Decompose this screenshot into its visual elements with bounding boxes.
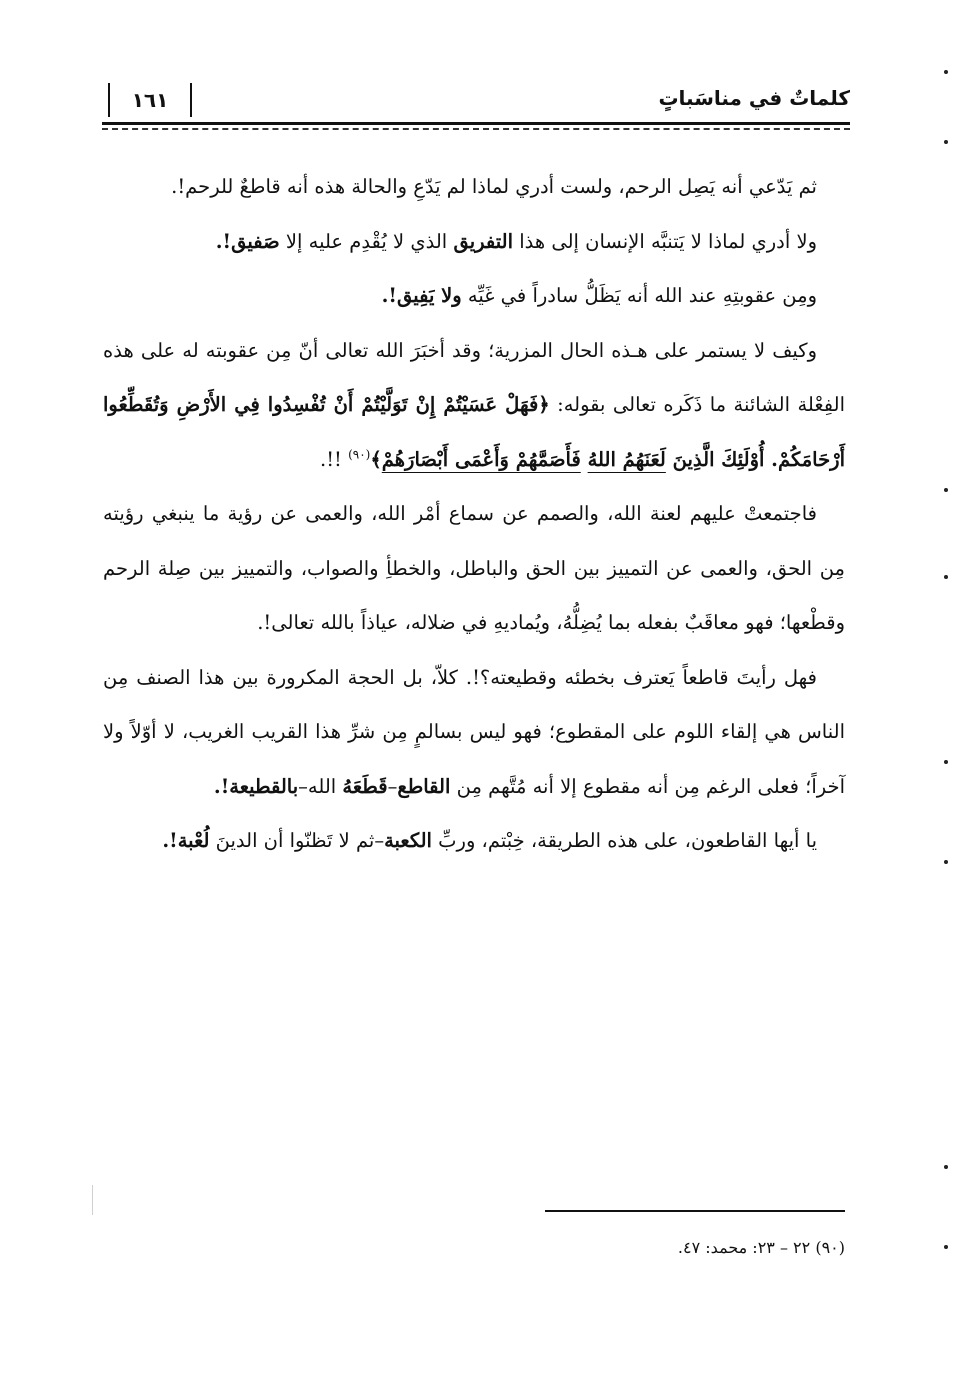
bold-term: القاطع — [397, 774, 451, 798]
bold-term: لُعْبة!. — [162, 829, 210, 852]
scan-speck — [944, 1165, 948, 1169]
paragraph-3: ومِن عقوبتِهِ عند الله أنه يَظَلُّ سادراً في غَيِّه ولا يَفِيق!. — [381, 284, 817, 307]
scan-speck — [944, 488, 948, 492]
paragraph-5: فاجتمعتْ عليهم لعنة الله، والصمم عن سماع أمْر الله، والعمى عن رؤية ما ينبغي رؤيته مِن الحق، والعمى عن التمييز بين الحق والباطل، والخطأِ والصواب، والتمييز بين صِلة الرحم وقطْعها؛ فهو معاقَبٌ بفعله بما يُضِلُّهُ، ويُماديهِ في ضلاله، عياذاً بالله تعالى!. — [103, 502, 845, 634]
underlined-verse-phrase: فَأَصَمَّهُمْ وَأَعْمَى أَبْصَارَهُمْ — [381, 447, 581, 471]
header-rule — [102, 122, 850, 125]
scan-artifact-line — [92, 1185, 93, 1215]
paragraph-1: ثم يَدّعي أنه يَصِل الرحم، ولست أدري لماذا لم يَدّعِ والحالة هذه أنه قاطعٌ للرحم!. — [171, 175, 817, 198]
quran-verse: ﴿فَهَلْ عَسَيْتُمْ إِنْ تَوَلَّيْتُمْ أَنْ تُفْسِدُوا فِي الأَرْضِ وَتُقَطِّعُوا أَرْحَامَكُمْ. أُوْلَئِكَ الَّذِينَ لَعَنَهُمُ اللهُ فَأَصَمَّهُمْ وَأَعْمَى أَبْصَارَهُمْ﴾ — [103, 393, 845, 471]
bold-term: التفريق — [453, 229, 513, 253]
bold-term: ولا يَفِيق!. — [381, 284, 462, 307]
scan-speck — [944, 140, 948, 144]
bold-term: قَطَعَهُ — [342, 774, 388, 798]
scan-speck — [944, 760, 948, 764]
paragraph-6: فهل رأيتَ قاطعاً يَعترف بخطئه وقطيعته؟!. كلاّ، بل الحجة المكرورة بين هذا الصنف مِن الناس هي إلقاء اللوم على المقطوع؛ فهو ليس بسالمٍ مِن شرِّ هذا القريب الغريب، لا أوّلاً ولا آخراً؛ فعلى الرغم مِن أنه مقطوع إلا أنه مُتَّهم مِن القاطع–قَطَعَهُ الله–بالقطيعة!. — [103, 665, 845, 798]
paragraph-7: يا أيها القاطعون، على هذه الطريقة، خِبْتم، وربِّ الكعبة–ثم لا تَظنّوا أن الدينَ لُعْبة!. — [162, 829, 817, 852]
header-dashed-rule — [102, 128, 850, 130]
page-header — [102, 78, 850, 128]
bold-term: الكعبة — [384, 829, 432, 852]
footnote-separator — [545, 1210, 845, 1212]
bold-term: بالقطيعة!. — [213, 774, 299, 798]
underlined-verse-phrase: لَعَنَهُمُ اللهُ — [587, 447, 666, 471]
scan-speck — [944, 575, 948, 579]
footnote-reference: (٩٠) — [348, 447, 371, 461]
scan-speck — [944, 1245, 948, 1249]
footnote: (٩٠) ٢٢ – ٢٣: محمد: ٤٧. — [677, 1238, 845, 1257]
scan-speck — [944, 860, 948, 864]
bold-term: صَفيق!. — [215, 229, 280, 253]
page-number: ١٦١ — [108, 83, 192, 117]
book-title: كلماتٌ في مناسَباتٍ — [658, 86, 850, 110]
paragraph-4: وكيف لا يستمر على هـذه الحال المزرية؛ وقد أخبَرَ الله تعالى أنّ مِن عقوبته له على هذه الفِعْلة الشائنة ما ذَكَره تعالى بقوله: ﴿فَهَلْ عَسَيْتُمْ إِنْ تَوَلَّيْتُمْ أَنْ تُفْسِدُوا فِي الأَرْضِ وَتُقَطِّعُوا أَرْحَامَكُمْ. أُوْلَئِكَ الَّذِينَ لَعَنَهُمُ اللهُ فَأَصَمَّهُمْ وَأَعْمَى أَبْصَارَهُمْ﴾$^{(٩٠)}$ !!. — [103, 338, 845, 471]
paragraph-2: ولا أدري لماذا لا يَتنبَّه الإنسان إلى هذا التفريق الذي لا يُقْدِم عليه إلا صَفيق!. — [215, 229, 817, 253]
scan-speck — [944, 70, 948, 74]
body-text — [103, 160, 845, 869]
